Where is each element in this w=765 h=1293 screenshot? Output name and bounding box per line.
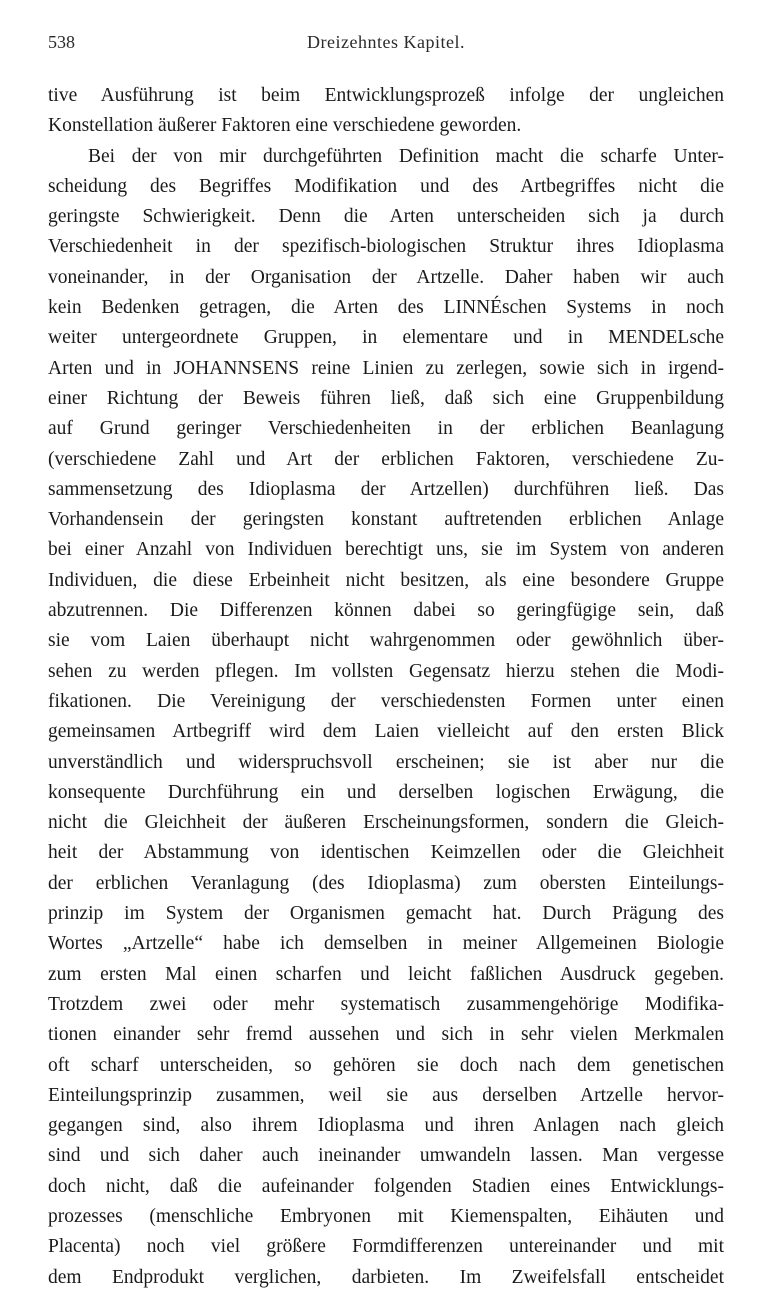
text-line: Verschiedenheit in der spezifisch-biologischen Struktur ihres Idioplasma [48, 236, 724, 258]
text-line: weiter untergeordnete Gruppen, in elementare und in MENDELsche [48, 327, 724, 349]
text-line: konsequente Durchführung ein und derselben logischen Erwägung, die [48, 781, 724, 803]
text-line: bei einer Anzahl von Individuen berechtigt uns, sie im System von anderen [48, 539, 724, 561]
text-line: einer Richtung der Beweis führen ließ, daß sich eine Gruppenbildung [48, 387, 724, 409]
text-line: gegangen sind, also ihrem Idioplasma und ihren Anlagen nach gleich [48, 1115, 724, 1137]
text-line: auf Grund geringer Verschiedenheiten in der erblichen Beanlagung [48, 418, 724, 440]
text-line: Individuen, die diese Erbeinheit nicht besitzen, als eine besondere Gruppe [48, 569, 724, 591]
body-text [48, 81, 724, 1293]
text-line: sammensetzung des Idioplasma der Artzellen) durchführen ließ. Das [48, 478, 724, 500]
text-line: Arten und in JOHANNSENS reine Linien zu zerlegen, sowie sich in irgend- [48, 357, 724, 379]
text-line: fikationen. Die Vereinigung der verschiedensten Formen unter einen [48, 690, 724, 712]
text-line: Wortes „Artzelle“ habe ich demselben in meiner Allgemeinen Biologie [48, 933, 724, 955]
text-line: abzutrennen. Die Differenzen können dabei so geringfügige sein, daß [48, 600, 724, 622]
text-line: sie vom Laien überhaupt nicht wahrgenommen oder gewöhnlich über- [48, 630, 724, 652]
text-line: Konstellation äußerer Faktoren eine verschiedene geworden. [48, 115, 522, 137]
text-line: gemeinsamen Artbegriff wird dem Laien vielleicht auf den ersten Blick [48, 721, 724, 743]
text-line: Vorhandensein der geringsten konstant auftretenden erblichen Anlage [48, 509, 724, 531]
text-line: dem Endprodukt verglichen, darbieten. Im Zweifelsfall entscheidet [48, 1266, 724, 1288]
text-line: (verschiedene Zahl und Art der erblichen Faktoren, verschiedene Zu- [48, 448, 724, 470]
text-line: sehen zu werden pflegen. Im vollsten Gegensatz hierzu stehen die Modi- [48, 660, 724, 682]
text-line: unverständlich und widerspruchsvoll erscheinen; sie ist aber nur die [48, 751, 724, 773]
text-line: tionen einander sehr fremd aussehen und sich in sehr vielen Merkmalen [48, 1024, 724, 1046]
text-line: scheidung des Begriffes Modifikation und des Artbegriffes nicht die [48, 175, 724, 197]
text-line: oft scharf unterscheiden, so gehören sie doch nach dem genetischen [48, 1054, 724, 1076]
page-number: 538 [48, 32, 75, 52]
text-line: Placenta) noch viel größere Formdifferenzen untereinander und mit [48, 1236, 724, 1258]
page-header [48, 32, 724, 60]
text-line: zum ersten Mal einen scharfen und leicht faßlichen Ausdruck gegeben. [48, 963, 724, 985]
text-line: prinzip im System der Organismen gemacht hat. Durch Prägung des [48, 903, 724, 925]
text-line: tive Ausführung ist beim Entwicklungsprozeß infolge der ungleichen [48, 85, 724, 106]
running-title: Dreizehntes Kapitel. [307, 32, 465, 52]
text-line: Einteilungsprinzip zusammen, weil sie aus derselben Artzelle hervor- [48, 1084, 724, 1106]
text-line: prozesses (menschliche Embryonen mit Kiemenspalten, Eihäuten und [48, 1205, 724, 1227]
text-line: sind und sich daher auch ineinander umwandeln lassen. Man vergesse [48, 1145, 724, 1167]
text-line: doch nicht, daß die aufeinander folgenden Stadien eines Entwicklungs- [48, 1175, 724, 1197]
text-line: Trotzdem zwei oder mehr systematisch zusammengehörige Modifika- [48, 993, 724, 1015]
text-line: heit der Abstammung von identischen Keimzellen oder die Gleichheit [48, 842, 724, 864]
text-line: kein Bedenken getragen, die Arten des LINNÉschen Systems in noch [48, 297, 724, 319]
text-line: der erblichen Veranlagung (des Idioplasma) zum obersten Einteilungs- [48, 872, 724, 894]
text-line: geringste Schwierigkeit. Denn die Arten unterscheiden sich ja durch [48, 206, 724, 228]
text-line: nicht die Gleichheit der äußeren Erscheinungsformen, sondern die Gleich- [48, 812, 724, 834]
text-line: voneinander, in der Organisation der Artzelle. Daher haben wir auch [48, 266, 724, 288]
text-line: Bei der von mir durchgeführten Definition macht die scharfe Unter- [88, 145, 724, 167]
